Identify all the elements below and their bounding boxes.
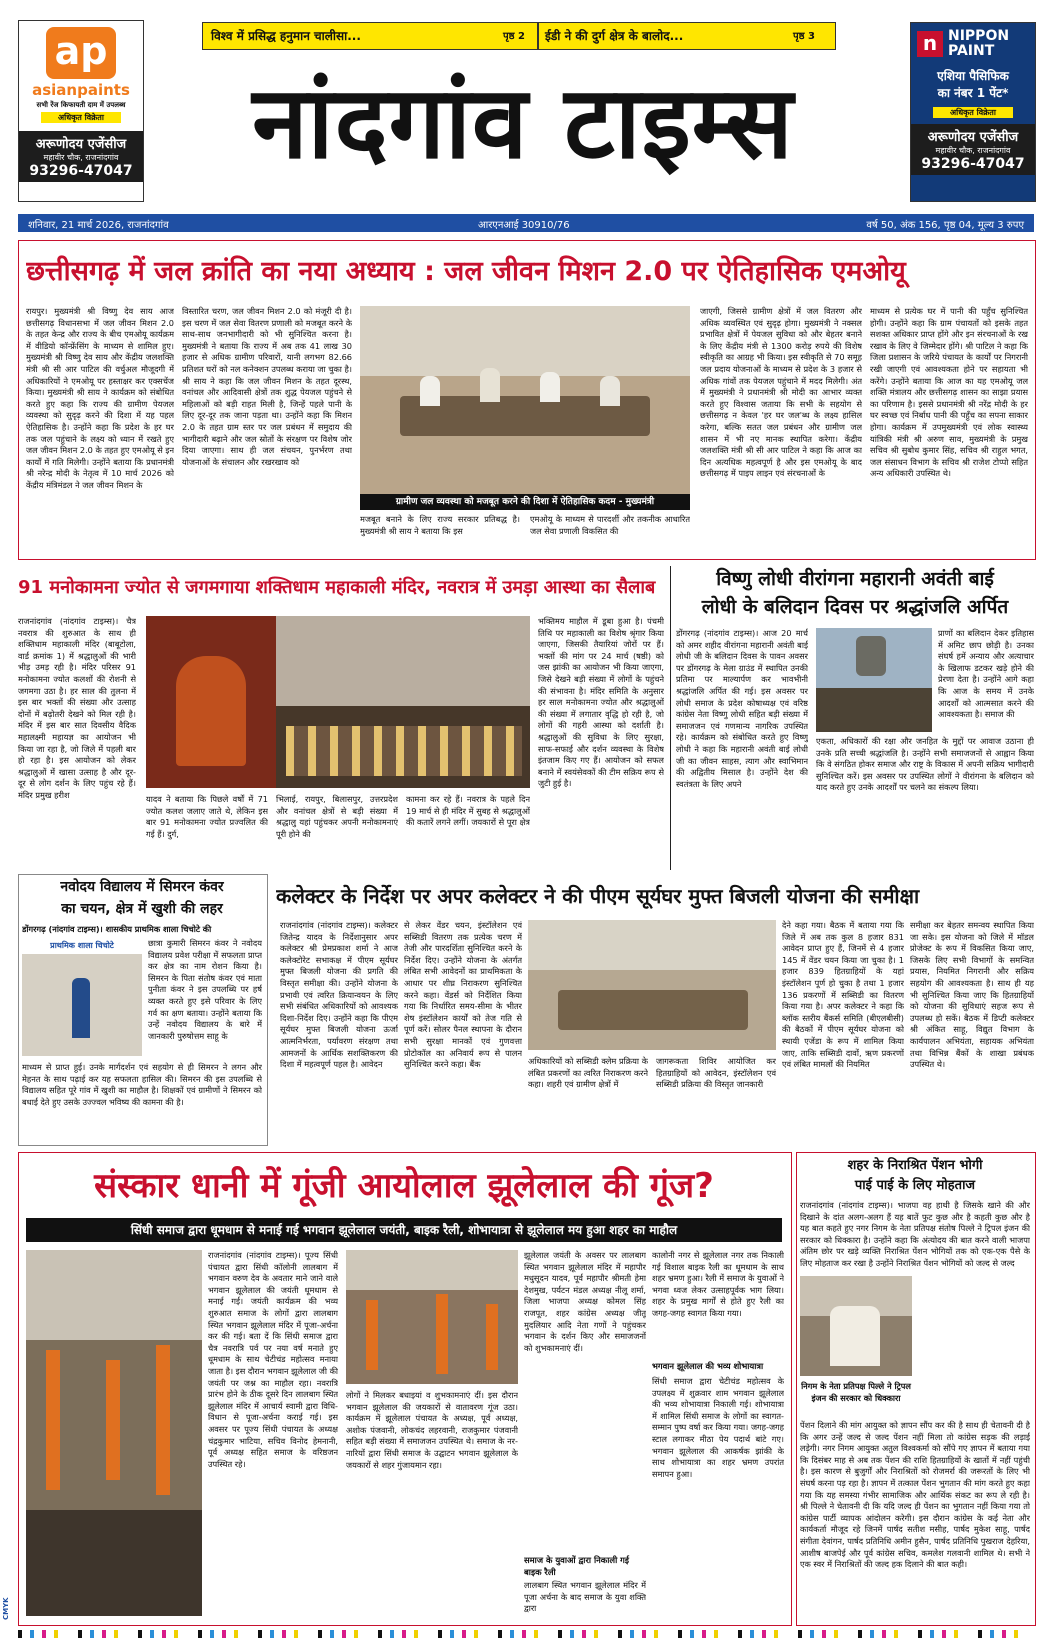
story3-col2-bottom: एकता, अधिकारों की रक्षा और जनहित के मुद्दों पर आवाज उठाना ही उनके प्रति सच्ची श्रद्धांजलि है। उन्होंने सभी समाजजनों से आह्वान किया कि वे संगठित होकर समाज और राष्ट्र के विकास में अपनी सक्रिय भागीदारी सुनिश्चित करें। इस अवसर पर उपस्थित लोगों ने वीरांगना के बलिदान को याद करते हुए उनके आदर्शों पर चलने का संकल्प लिया।	[816, 736, 1034, 793]
story7-headline-line1[interactable]: शहर के निराश्रित पेंशन भोगी	[847, 1158, 983, 1173]
story2-headline[interactable]: 91 मनोकामना ज्योत से जगमगाया शक्तिधाम महाकाली मंदिर, नवरात्र में उमड़ा आस्था का सैलाब	[18, 577, 656, 598]
story1-under-photo-left: मजबूत बनाने के लिए राज्य सरकार प्रतिबद्ध है। मुख्यमंत्री श्री साय ने बताया कि इस	[360, 514, 520, 536]
story7-photo	[800, 1276, 912, 1376]
story4-headline-line2[interactable]: का चयन, क्षेत्र में खुशी की लहर	[61, 901, 223, 917]
story4-headline-line1[interactable]: नवोदय विद्यालय में सिमरन कंवर	[60, 879, 224, 895]
cmyk-side-mark: CMYK	[2, 1597, 10, 1620]
nippon-address: महावीर चौक, राजनांदगांव	[935, 146, 1011, 155]
story5-col2: से लेकर वेंडर चयन, इंस्टॉलेशन एवं सब्सिडी वितरण तक प्रत्येक चरण में तेजी और पारदर्शिता सुनिश्चित करने के निर्देश दिए। उन्होंने योजना के अंतर्गत लंबित सभी आवेदनों का प्राथमिकता के आधार पर शीघ्र निराकरण सुनिश्चित करने कहा। वेंडर्स को निर्देशित किया गया कि निर्धारित समय-सीमा के भीतर शेष इंस्टॉलेशन कार्यों को तेज गति से पूर्ण करें। सोलर पैनल स्थापना के दौरान सभी सुरक्षा मानकों एवं गुणवत्ता प्रोटोकॉल का अनिवार्य रूप से पालन सुनिश्चित करने कहा। बैंक	[404, 920, 522, 1070]
story1-col2: विस्तारित चरण, जल जीवन मिशन 2.0 को मंजूरी दी है। इस चरण में जल सेवा वितरण प्रणाली को मजबूत करने के साथ-साथ जनभागीदारी को भी सुनिश्चित करना है। मुख्यमंत्री ने बताया कि राज्य में अब तक 41 लाख 30 हजार से अधिक ग्रामीण परिवारों, यानी लगभग 82.66 प्रतिशत घरों को नल कनेक्शन उपलब्ध कराया जा चुका है। श्री साय ने कहा कि जल जीवन मिशन के तहत दूरस्थ, वनांचल और आदिवासी क्षेत्रों तक शुद्ध पेयजल पहुंचने से महिलाओं को बड़ी राहत मिली है, जिन्हें पहले पानी के लिए दूर-दूर तक जाना पड़ता था। उन्होंने कहा कि मिशन 2.0 के तहत ग्राम स्तर पर जल प्रबंधन में समुदाय की भागीदारी बढ़ाने और जल स्रोतों के संरक्षण पर विशेष जोर दिया जाएगा। साथ ही जल संचयन, पुनर्भरण तथा योजनाओं के संचालन और रखरखाव को	[182, 306, 352, 467]
story2-divider	[670, 566, 671, 870]
story2-under-photo-3: कामना कर रहे हैं। नवरात्र के पहले दिन 19 मार्च से ही मंदिर में सुबह से श्रद्धालुओं की कतारें लगने लगीं। जयकारों से पूरा क्षेत्र	[406, 794, 530, 828]
story6-subhead: सिंधी समाज द्वारा धूमधाम से मनाई गई भगवान झूलेलाल जयंती, बाइक रैली, शोभायात्रा से झूलेलाल मय हुआ शहर का माहौल	[26, 1218, 782, 1242]
story6-col3-bottom: लालबाग स्थित भगवान झूलेलाल मंदिर में पूजा अर्चना के बाद समाज के युवा शक्ति द्वारा	[524, 1580, 646, 1614]
teaser-2-page: पृष्ठ 3	[793, 31, 816, 42]
story4-photo	[22, 938, 142, 1056]
story5-col4: समीक्षा कर बेहतर समन्वय स्थापित किया जा सके। इस योजना को जिले में मॉडल प्रोजेक्ट के रूप में विकसित किया जाए, जिसके लिए सभी विभागों के समन्वित प्रयास, नियमित निगरानी और सक्रिय सहयोग की आवश्यकता है। साथ ही यह भी सुनिश्चित किया जाए कि हितग्राहियों को योजना की सुविधाएं सहज रूप से उपलब्ध हो सकें। बैठक में डिप्टी कलेक्टर श्री अंकित साहू, विद्युत विभाग के कार्यपालन अभियंता, सहायक अभियंता तथा विभिन्न बैंकों के शाखा प्रबंधक उपस्थित थे।	[910, 920, 1034, 1070]
story7-col-bottom: पेंशन दिलाने की मांग आयुक्त को ज्ञापन सौंप कर की है साथ ही चेतावनी दी है कि अगर उन्हें जल्द से जल्द पेंशन नहीं मिला तो कांग्रेस सड़क की लड़ाई लड़ेगी। नगर निगम आयुक्त अतुल विश्वकर्मा को सौंपे गए ज्ञापन में बताया गया कि दिसंबर माह से अब तक पेंशन की राशि हितग्राहियों के खातों में नहीं पहुंची है। इस कारण से बुजुर्गों और निराश्रितों को रोजमर्रा की जरूरतों के लिए भी संघर्ष करना पड़ रहा है। ज्ञापन में तत्काल पेंशन भुगतान की मांग करते हुए कहा गया कि यह समस्या गंभीर सामाजिक और आर्थिक संकट का रूप ले रही है। श्री पिल्ले ने चेतावनी दी कि यदि जल्द ही पेंशन का भुगतान नहीं किया गया तो कांग्रेस पार्टी व्यापक आंदोलन करेगी। इस दौरान कांग्रेस के कई नेता और कार्यकर्ता मौजूद रहे जिनमें पार्षद सतीश मसीह, पार्षद मुकेश साहू, पार्षद संगीता देवांगन, पार्षद प्रतिनिधि अमीन हुसैन, पार्षद प्रतिनिधि पुखराज देहरिया, आशीष बाजपेई और पूर्व कांग्रेस सचिव, कमलेश गलवानी शामिल थे। सभी ने एक स्वर में निराश्रितों की जल्द हक दिलाने की बात कही।	[800, 1420, 1030, 1570]
dateline-rni: आरएनआई 30910/76	[478, 220, 570, 231]
teaser-1-page: पृष्ठ 2	[503, 31, 526, 42]
story6-col2: लोगों ने मिलकर बधाइयां व शुभकामनाएं दीं। इस दौरान भगवान झूलेलाल की जयकारों से वातावरण गूंज उठा। कार्यक्रम में झूलेलाल पंचायत के अध्यक्ष, पूर्व अध्यक्ष, अशोक पंजवानी, लोकचंद लहरवानी, राजकुमार पंजवानी सहित बड़ी संख्या में समाजजन उपस्थित थे। समाज के नर-नारियों द्वारा सिंधी समाज के उद्घाटन भगवान झूलेलाल के जयकारों से शहर गुंजायमान रहा।	[346, 1390, 518, 1470]
story1-col4: माध्यम से प्रत्येक घर में पानी की पहुँच सुनिश्चित होगी। उन्होंने कहा कि ग्राम पंचायतों को इसके तहत सशक्त अधिकार प्राप्त होंगे और इन संरचनाओं के रख रखाव के लिए वे जिम्मेदार होंगे। श्री पाटिल ने कहा कि जिला प्रशासन के जरिये पंचायत के कार्यों पर निगरानी रखी जाएगी एवं आवश्यकता होने पर सहायता भी करेंगे। उन्होंने बताया कि आज का यह एमओयू जल शक्ति मंत्रालय और छत्तीसगढ़ शासन का साझा प्रयास का परिणाम है। इससे प्रधानमंत्री श्री नरेंद्र मोदी के हर घर स्वच्छ एवं निर्बाध पानी की पहुँच का सपना साकार होगा। कार्यक्रम में उपमुख्यमंत्री एवं लोक स्वास्थ्य यांत्रिकी मंत्री श्री अरुण साव, मुख्यमंत्री के प्रमुख सचिव श्री सुबोध कुमार सिंह, सचिव श्री राहुल भगत, जल संसाधन विभाग के सचिव श्री राजेश टोप्पो सहित अन्य अधिकारी उपस्थित थे।	[870, 306, 1028, 479]
story2-col1: राजनांदगांव (नांदगांव टाइम्स)। चैत्र नवरात्र की शुरुआत के साथ ही शक्तिधाम महाकाली मंदिर (बाबूटोला, वार्ड क्रमांक 1) में श्रद्धालुओं की भारी भीड़ उमड़ रही है। मंदिर परिसर 91 मनोकामना ज्योत कलशों की रोशनी से जगमगा उठा है। हर साल की तुलना में इस बार भक्तों की संख्या और उत्साह दोनों में बढ़ोतरी देखने को मिल रही है। मंदिर में इस बार सात दिवसीय वैदिक महालक्ष्मी महायज्ञ का आयोजन भी किया जा रहा है, जो जिले में पहली बार हो रहा है। इस आयोजन को लेकर श्रद्धालुओं में खासा उत्साह है और दूर-दूर से लोग दर्शन के लिए पहुंच रहे हैं। मंदिर प्रमुख हरीश	[18, 616, 136, 800]
story6-photo-center	[346, 1250, 518, 1384]
story6-col3: झूलेलाल जयंती के अवसर पर लालबाग स्थित भगवान झूलेलाल मंदिर में महापौर मधुसूदन यादव, पूर्व महापौर श्रीमती हेमा देशमुख, पर्यटन मंडल अध्यक्ष नीलू शर्मा, जिला भाजपा अध्यक्ष कोमल सिंह राजपूत, शहर कांग्रेस अध्यक्ष जीतू मुदलियार आदि नेता गणों ने पहुंचकर भगवान के दर्शन किए और समाजजनों को शुभकामनाएं दीं।	[524, 1250, 646, 1353]
story1-col3: जाएगी, जिससे ग्रामीण क्षेत्रों में जल वितरण और अधिक व्यवस्थित एवं सुदृढ़ होगा। मुख्यमंत्री ने नक्सल प्रभावित क्षेत्रों में पेयजल सुविधा को और बेहतर बनाने के लिए केंद्रीय मंत्री से 1300 करोड़ रुपये की विशेष स्वीकृति का आग्रह भी किया। इस स्वीकृति से 70 समूह जल प्रदाय योजनाओं के माध्यम से प्रदेश के 3 हजार से अधिक गांवों तक पेयजल पहुंचाने में मदद मिलेगी। अंत में मुख्यमंत्री ने प्रधानमंत्री श्री मोदी का आभार व्यक्त करते हुए विश्वास जताया कि सभी के सहयोग से छत्तीसगढ़ न केवल 'हर घर जल'ब्ध के लक्ष्य हासिल करेगा, बल्कि सतत जल प्रबंधन और ग्रामीण जल शासन में भी नए मानक स्थापित करेगा। केंद्रीय जलशक्ति मंत्री श्री सी आर पाटिल ने कहा कि आज का दिन अत्यधिक महत्वपूर्ण है और इस एमओयू के बाद छत्तीसगढ़ में पाइप लाइन एवं संरचनाओं के	[700, 306, 862, 479]
nippon-logo-icon: n	[917, 31, 943, 57]
story5-photo	[528, 920, 776, 1050]
story7-photo-caption: निगम के नेता प्रतिपक्ष पिल्ले ने ट्रिपल इंजन की सरकार को धिक्कारा	[801, 1381, 911, 1403]
teaser-strip	[202, 22, 836, 50]
story3-photo	[816, 628, 932, 732]
story3-col1: डोंगरगढ़ (नांदगांव टाइम्स)। आज 20 मार्च को अमर शहीद वीरांगना महारानी अवंती बाई लोधी जी के बलिदान दिवस के पावन अवसर पर डोंगरगढ़ के मेला ग्राउंड में स्थापित उनकी प्रतिमा पर माल्यार्पण कर भावभीनी श्रद्धांजलि अर्पित की गई। इस अवसर पर लोधी समाज के प्रदेश कोषाध्यक्ष एवं वरिष्ठ कांग्रेस नेता विष्णु लोधी सहित बड़ी संख्या में समाजजन एवं गणमान्य नागरिक उपस्थित रहे। कार्यक्रम को संबोधित करते हुए विष्णु लोधी ने कहा कि महारानी अवंती बाई लोधी जी का जीवन साहस, त्याग और स्वाभिमान की अद्वितीय मिसाल है। उन्होंने देश की स्वतंत्रता के लिए अपने	[676, 628, 808, 789]
asian-paints-ad[interactable]	[18, 20, 144, 202]
story3-headline-line1[interactable]: विष्णु लोधी वीरांगना महारानी अवंती बाई	[716, 568, 994, 590]
story1-under-photo-right: एमओयू के माध्यम से पारदर्शी और तकनीक आधारित जल सेवा प्रणाली विकसित की	[530, 514, 690, 536]
story6-col4: कालोनी नगर से झूलेलाल नगर तक निकाली गई विशाल बाइक रैली का धूमधाम के साथ शहर भ्रमण हुआ। रैली में समाज के युवाओं ने भगवा ध्वज लेकर उत्साहपूर्वक भाग लिया। शहर के प्रमुख मार्गों से होते हुए रैली का जगह-जगह स्वागत किया गया।	[652, 1250, 784, 1318]
asian-paints-phone: 93296-47047	[29, 163, 133, 179]
teaser-2-link[interactable]: ईडी ने की दुर्ग क्षेत्र के बालोद...	[545, 29, 684, 43]
asian-paints-logo: ap	[46, 27, 116, 79]
story1-col1: रायपुर। मुख्यमंत्री श्री विष्णु देव साय आज छत्तीसगढ़ विधानसभा में जल जीवन मिशन 2.0 के तहत केन्द्र और राज्य के बीच एमओयू कार्यक्रम में वीडियो कॉन्फ्रेंसिंग के माध्यम से शामिल हुए। मुख्यमंत्री श्री विष्णु देव साय और केंद्रीय जलशक्ति मंत्री श्री सी आर पाटिल की वर्चुअल मौजूदगी में अधिकारियों ने एमओयू पर हस्ताक्षर कर एक्सचेंज किया। मुख्यमंत्री श्री साय ने कार्यक्रम को संबोधित करते हुए कहा कि राज्य की ग्रामीण पेयजल व्यवस्था को सुदृढ़ करने की दिशा में यह पहल ऐतिहासिक है। उन्होंने कहा कि प्रदेश के हर घर तक जल पहुंचाने के लक्ष्य को ध्यान में रखते हुए जल जीवन मिशन 2.0 के तहत हुए एमओयू से इन कार्यों में गति मिलेगी। उन्होंने बताया कि प्रधानमंत्री श्री नरेन्द्र मोदी के नेतृत्व में 10 मार्च 2026 को केंद्रीय मंत्रिमंडल ने जल जीवन मिशन के	[26, 306, 174, 490]
nippon-brand-line2: PAINT	[948, 43, 995, 59]
dateline-issue: वर्ष 50, अंक 156, पृष्ठ 04, मूल्य 3 रुपए	[866, 220, 1024, 231]
nippon-paint-ad[interactable]	[910, 22, 1036, 202]
story4-photo-label: प्राथमिक शाला चिचोटे	[22, 938, 142, 954]
story1-headline[interactable]: छत्तीसगढ़ में जल क्रांति का नया अध्याय : जल जीवन मिशन 2.0 पर ऐतिहासिक एमओयू	[26, 256, 906, 287]
story5-col3: देने कहा गया। बैठक में बताया गया कि जिले में अब तक कुल 8 हजार 831 आवेदन प्राप्त हुए हैं, जिनमें से 4 हजार 145 में वेंडर चयन किया जा चुका है। 1 हजार 839 हितग्राहियों के यहां इंस्टॉलेशन पूर्ण हो चुका है तथा 1 हजार 136 प्रकरणों में सब्सिडी का वितरण किया गया है। अपर कलेक्टर ने कहा कि ब्लॉक स्तरीय बैंकर्स समिति (बीएलबीसी) की बैठकों में पीएम सूर्यघर योजना को स्थायी एजेंडा के रूप में शामिल किया जाए, ताकि सब्सिडी दावों, ऋण प्रकरणों एवं लंबित मामलों की नियमित	[782, 920, 904, 1070]
story2-under-photo-2: भिलाई, रायपुर, बिलासपुर, उत्तरप्रदेश और वनांचल क्षेत्रों से बड़ी संख्या में श्रद्धालु यहां पहुंचकर अपनी मनोकामनाएं पूरी होने की	[276, 794, 398, 839]
masthead-title: नांदगांव टाइम्स	[252, 64, 794, 181]
story6-col1: राजनांदगांव (नांदगांव टाइम्स)। पूज्य सिंधी पंचायत द्वारा सिंधी कॉलोनी लालबाग में भगवान वरुण देव के अवतार माने जाने वाले भगवान झूलेलाल की जयंती धूमधाम से मनाई गई। जयंती कार्यक्रम की भव्य शुरुआत समाज के लोगों द्वारा लालबाग स्थित भगवान झूलेलाल मंदिर में पूजा-अर्चना कर की गई। बता दें कि सिंधी समाज द्वारा चैत्र नवरात्रि पर्व पर नया वर्ष मनाते हुए धूमधाम के साथ चेटीचंड महोत्सव मनाया जाता है। इस दौरान भगवान झूलेलाल जी की जयंती पर जश्न का माहौल रहा। नवरात्रि प्रारंभ होने के ठीक दूसरे दिन लालबाग स्थित झूलेलाल मंदिर में आचार्य स्वामी द्वारा विधि-विधान से पूजा-अर्चना कराई गई। इस अवसर पर पूज्य सिंधी पंचायत के अध्यक्ष चंद्रकुमार भाटिया, सचिव विनोद हेमनानी, पूर्व अध्यक्ष सहित समाज के वरिष्ठजन उपस्थित रहे।	[208, 1250, 338, 1469]
story2-under-photo-1: यादव ने बताया कि पिछले वर्षों में 71 ज्योत कलश जलाए जाते थे, लेकिन इस बार 91 मनोकामना ज्योत प्रज्वलित की गई हैं। दुर्ग,	[146, 794, 268, 839]
asian-paints-brand: asianpaints	[32, 81, 130, 99]
asian-paints-tagline: सभी रेंज किफायती दाम में उपलब्ध	[36, 101, 126, 109]
asian-paints-address: महावीर चौक, राजनांदगांव	[43, 153, 119, 162]
story7-headline-line2[interactable]: पाई पाई के लिए मोहताज	[854, 1178, 976, 1193]
story4-bottom: माध्यम से प्राप्त हुई। उनके मार्गदर्शन एवं सहयोग से ही सिमरन ने लगन और मेहनत के साथ पढ़ाई कर यह सफलता हासिल की। सिमरन की इस उपलब्धि से विद्यालय सहित पूरे गांव में खुशी का माहौल है। शिक्षकों एवं ग्रामीणों ने सिमरन को बधाई देते हुए उसके उज्ज्वल भविष्य की कामना की है।	[22, 1062, 262, 1107]
teaser-divider	[537, 23, 539, 49]
story6-headline[interactable]: संस्कार धानी में गूंजी आयोलाल झूलेलाल की गूंज?	[94, 1166, 714, 1206]
asian-paints-dealer: अरूणोदय एजेंसीज	[35, 137, 127, 152]
story6-photo-left	[26, 1250, 202, 1616]
registration-dots	[18, 1630, 1034, 1638]
nippon-tagline-2: का नंबर 1 पेंट*	[937, 86, 1009, 100]
story5-col1: राजनांदगांव (नांदगांव टाइम्स)। कलेक्टर जितेन्द्र यादव के निर्देशानुसार अपर कलेक्टर श्री प्रेमप्रकाश शर्मा ने आज कलेक्टोरेट सभाकक्ष में पीएम सूर्यघर मुफ्त बिजली योजना की प्रगति की विस्तृत समीक्षा की। उन्होंने योजना के प्रभावी एवं त्वरित क्रियान्वयन के लिए सभी संबंधित अधिकारियों को आवश्यक दिशा-निर्देश दिए। उन्होंने कहा कि पीएम सूर्यघर मुफ्त बिजली योजना ऊर्जा आत्मनिर्भरता, पर्यावरण संरक्षण तथा आमजनों के आर्थिक सशक्तिकरण की दिशा में महत्वपूर्ण पहल है। आवेदन	[280, 920, 398, 1070]
story3-headline-line2[interactable]: लोधी के बलिदान दिवस पर श्रद्धांजलि अर्पित	[701, 596, 1009, 618]
story6-subhead2: समाज के युवाओं द्वारा निकाली गई बाइक रैली	[524, 1555, 629, 1577]
asian-paints-badge: अधिकृत विक्रेता	[41, 112, 121, 123]
story1-photo-caption: ग्रामीण जल व्यवस्था को मजबूत करने की दिशा में ऐतिहासिक कदम - मुख्यमंत्री	[360, 494, 690, 510]
story2-photo	[146, 616, 530, 788]
story5-under-photo-left: अधिकारियों को सब्सिडी क्लेम प्रक्रिया के लंबित प्रकरणों का त्वरित निराकरण करने कहा। शहरी एवं ग्रामीण क्षेत्रों में	[528, 1056, 648, 1090]
story7-col-top: राजनांदगांव (नांदगांव टाइम्स)। भाजपा वह हाथी है जिसके खाने की और दिखाने के दांत अलग-अलग हैं यह बातें फुट कुछ और है कहती कुछ और है यह बात कहते हुए नगर निगम के नेता प्रतिपक्ष संतोष पिल्ले ने ट्रिपल इंजन की सरकार को धिक्कारा है। उन्होंने कहा कि अंत्योदय की बात करने वाली भाजपा अंतिम छोर पर खड़े व्यक्ति निराश्रित पेंशन भोगियों तक को एक-एक पैसे के लिए मोहताज कर रखा है उन्होंने निराश्रित पेंशन भोगियों को जल्द से जल्द	[800, 1200, 1030, 1268]
story3-col2-top: प्राणों का बलिदान देकर इतिहास में अमिट छाप छोड़ी है। उनका संघर्ष हमें अन्याय और अत्याचार के खिलाफ डटकर खड़े होने की प्रेरणा देता है। उन्होंने आगे कहा कि आज के समय में उनके आदर्शों को आत्मसात करने की आवश्यकता है। समाज की	[938, 628, 1034, 720]
dateline-bar	[18, 214, 1034, 232]
nippon-brand-line1: NIPPON	[948, 28, 1010, 44]
story2-col-right: भक्तिमय माहौल में डूबा हुआ है। पंचमी तिथि पर महाकाली का विशेष श्रृंगार किया जाएगा, जिसकी तैयारियां जोरों पर हैं। भक्तों की मांग पर 24 मार्च (षष्ठी) को जस झांकी का आयोजन भी किया जाएगा, जिसे देखने बड़ी संख्या में लोगों के पहुंचने की संभावना है। मंदिर समिति के अनुसार हर साल मनोकामना ज्योत और श्रद्धालुओं की संख्या में लगातार वृद्धि हो रही है, जो लोगों की गहरी आस्था को दर्शाती है। श्रद्धालुओं की सुविधा के लिए सुरक्षा, साफ-सफाई और दर्शन व्यवस्था के विशेष इंतजाम किए गए हैं। आयोजन को सफल बनाने में स्वयंसेवकों की टीम सक्रिय रूप से जुटी हुई है।	[538, 616, 664, 789]
dateline-date: शनिवार, 21 मार्च 2026, राजनांदगांव	[28, 220, 169, 231]
story1-photo	[360, 306, 690, 494]
story5-under-photo-right: जागरूकता शिविर आयोजित कर हितग्राहियों को आवेदन, इंस्टॉलेशन एवं सब्सिडी प्रक्रिया की विस्तृत जानकारी	[656, 1056, 776, 1090]
nippon-phone: 93296-47047	[921, 156, 1025, 172]
teaser-1-link[interactable]: विश्व में प्रसिद्ध हनुमान चालीसा...	[211, 29, 361, 43]
nippon-dealer: अरूणोदय एजेंसीज	[927, 130, 1019, 145]
story4-intro: डोंगरगढ़ (नांदगांव टाइम्स)। शासकीय प्राथमिक शाला चिचोटे की	[22, 924, 212, 934]
story4-col-right: छात्रा कुमारी सिमरन कंवर ने नवोदय विद्यालय प्रवेश परीक्षा में सफलता प्राप्त कर क्षेत्र का नाम रोशन किया है। सिमरन के पिता संतोष कंवर एवं माता पुनीता कंवर ने इस उपलब्धि पर हर्ष व्यक्त करते हुए इसे परिवार के लिए गर्व का क्षण बताया। उन्होंने बताया कि उन्हें नवोदय विद्यालय के बारे में जानकारी पुरुषोत्तम साहू के	[148, 938, 262, 1041]
story7-col-side	[918, 1276, 1030, 1416]
story6-subhead3: भगवान झूलेलाल की भव्य शोभायात्रा	[652, 1361, 764, 1371]
story5-headline[interactable]: कलेक्टर के निर्देश पर अपर कलेक्टर ने की पीएम सूर्यघर मुफ्त बिजली योजना की समीक्षा	[276, 884, 920, 908]
nippon-badge: अधिकृत विक्रेता	[933, 107, 1013, 118]
nippon-tagline-1: एशिया पैसिफिक	[937, 69, 1009, 83]
story6-col4-bottom: सिंधी समाज द्वारा चेटीचंड महोत्सव के उपलक्ष्य में शुक्रवार शाम भगवान झूलेलाल की भव्य शोभायात्रा निकाली गई। शोभायात्रा में शामिल सिंधी समाज के लोगों का स्वागत-सम्मान पुष्प वर्षा कर किया गया। जगह-जगह स्टाल लगाकर मीठा पेय पदार्थ बांटे गए। भगवान झूलेलाल की आकर्षक झांकी के साथ शोभायात्रा का शहर भ्रमण उपरांत समापन हुआ।	[652, 1376, 784, 1479]
